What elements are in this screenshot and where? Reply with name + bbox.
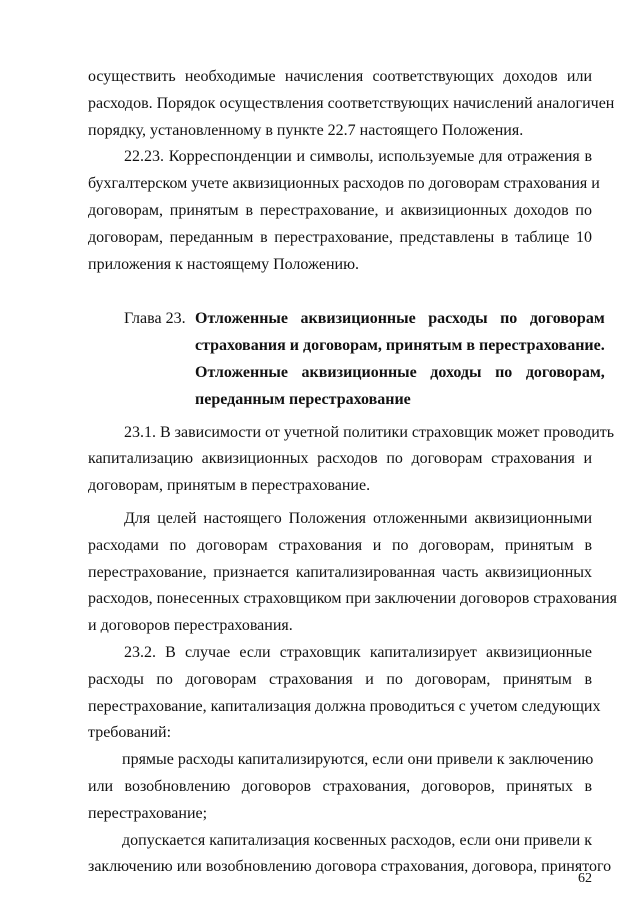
text-line: договорам, принятым в перестрахование. <box>88 477 371 495</box>
requirement-direct-costs <box>88 747 592 827</box>
text-line: приложения к настоящему Положению. <box>88 255 360 273</box>
text-line: или возобновлению договоров страхования, договоров, принятых в <box>88 777 592 795</box>
paragraph-22-23 <box>88 144 600 278</box>
text-line: допускается капитализация косвенных расходов, если они привели к <box>122 831 592 849</box>
chapter-label: Глава 23. <box>124 310 186 328</box>
text-line: перестрахование, капитализация должна проводиться с учетом следующих <box>88 697 601 715</box>
text-line: 23.2. В случае если страховщик капитализирует аквизиционные <box>124 643 592 661</box>
text-line: расходы по договорам страхования и по договорам, принятым в <box>88 670 592 688</box>
chapter-title <box>195 306 605 413</box>
text-line: требований: <box>88 724 172 742</box>
text-line: осуществить необходимые начисления соответствующих доходов или <box>88 68 592 85</box>
paragraph-23-2 <box>88 640 601 747</box>
text-line: бухгалтерском учете аквизиционных расходов по договорам страхования и <box>88 175 600 193</box>
text-line: прямые расходы капитализируются, если они привели к заключению <box>122 751 594 769</box>
chapter-title-line: Отложенные аквизиционные расходы по договорам <box>195 310 605 328</box>
chapter-title-line: Отложенные аквизиционные доходы по договорам, <box>195 363 605 381</box>
text-line: договорам, принятым в перестрахование, и аквизиционных доходов по <box>88 201 592 219</box>
chapter-heading <box>88 306 605 413</box>
page-number: 62 <box>578 871 592 887</box>
text-line: Для целей настоящего Положения отложенными аквизиционными <box>124 509 592 527</box>
text-line: расходов, понесенных страховщиком при заключении договоров страхования <box>88 590 618 608</box>
paragraph-23-1 <box>88 420 615 500</box>
text-line: договорам, переданным в перестрахование, представлены в таблице 10 <box>88 228 592 246</box>
requirement-indirect-costs <box>88 828 612 882</box>
text-line: и договоров перестрахования. <box>88 617 293 635</box>
chapter-title-line: переданным перестрахование <box>195 390 411 408</box>
chapter-title-line: страхования и договорам, принятым в перестрахование. <box>195 337 605 355</box>
text-line: капитализацию аквизиционных расходов по договорам страхования и <box>88 450 592 468</box>
paragraph-continuation <box>88 64 615 144</box>
text-line: перестрахование, признается капитализированная часть аквизиционных <box>88 563 592 581</box>
text-line: заключению или возобновлению договора страхования, договора, принятого <box>88 858 612 876</box>
text-line: расходов. Порядок осуществления соответствующих начислений аналогичен <box>88 94 615 112</box>
text-line: расходами по договорам страхования и по договорам, принятым в <box>88 536 592 554</box>
spacer <box>88 278 592 304</box>
paragraph-definition <box>88 506 618 640</box>
text-line: перестрахование; <box>88 804 208 822</box>
text-line: 23.1. В зависимости от учетной политики страховщик может проводить <box>124 423 615 441</box>
text-line: порядку, установленному в пункте 22.7 настоящего Положения. <box>88 121 524 139</box>
text-line: 22.23. Корреспонденции и символы, используемые для отражения в <box>124 148 592 166</box>
